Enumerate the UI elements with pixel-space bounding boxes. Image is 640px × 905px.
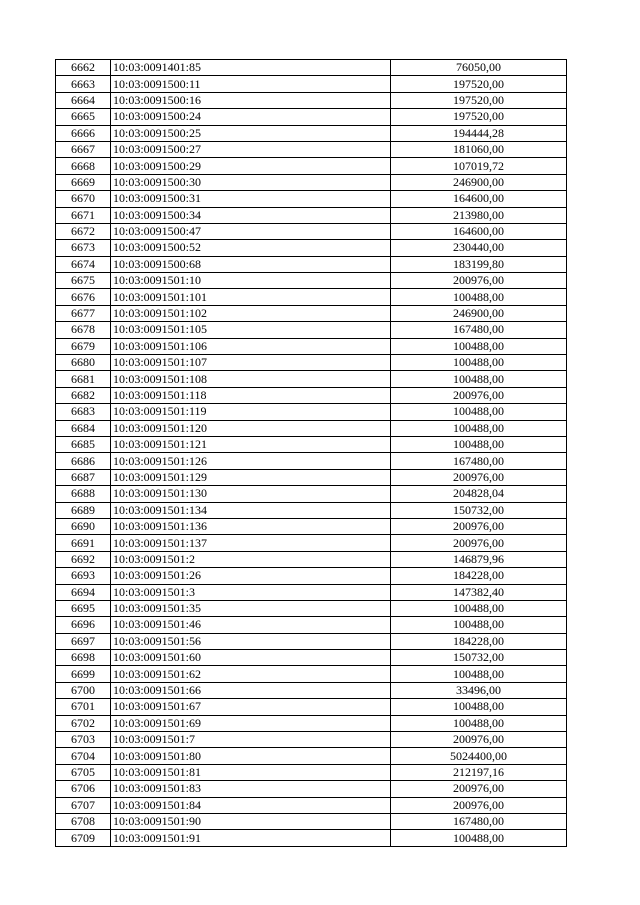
table-row — [56, 732, 567, 748]
cadastral-number-cell: 10:03:0091500:47 — [111, 223, 391, 239]
cadastral-number-cell: 10:03:0091500:16 — [111, 92, 391, 108]
row-number-cell: 6674 — [56, 256, 111, 272]
cadastral-number-cell: 10:03:0091501:35 — [111, 600, 391, 616]
cadastral-number-cell: 10:03:0091501:129 — [111, 469, 391, 485]
cadastral-number-cell: 10:03:0091500:68 — [111, 256, 391, 272]
row-number-cell: 6706 — [56, 781, 111, 797]
cadastral-number-cell: 10:03:0091501:84 — [111, 797, 391, 813]
cadastral-number-cell: 10:03:0091501:7 — [111, 732, 391, 748]
table-row — [56, 633, 567, 649]
cadastral-number-cell: 10:03:0091501:102 — [111, 305, 391, 321]
cadastral-number-cell: 10:03:0091501:46 — [111, 617, 391, 633]
cadastral-number-cell: 10:03:0091501:106 — [111, 338, 391, 354]
row-number-cell: 6688 — [56, 486, 111, 502]
row-number-cell: 6683 — [56, 404, 111, 420]
table-row — [56, 158, 567, 174]
row-number-cell: 6673 — [56, 240, 111, 256]
value-cell: 150732,00 — [391, 502, 567, 518]
row-number-cell: 6701 — [56, 699, 111, 715]
value-cell: 33496,00 — [391, 682, 567, 698]
row-number-cell: 6679 — [56, 338, 111, 354]
table-row — [56, 322, 567, 338]
value-cell: 100488,00 — [391, 371, 567, 387]
table-row — [56, 174, 567, 190]
row-number-cell: 6669 — [56, 174, 111, 190]
row-number-cell: 6708 — [56, 813, 111, 829]
value-cell: 100488,00 — [391, 355, 567, 371]
row-number-cell: 6676 — [56, 289, 111, 305]
table-row — [56, 355, 567, 371]
table-row — [56, 699, 567, 715]
cadastral-number-cell: 10:03:0091501:10 — [111, 273, 391, 289]
row-number-cell: 6681 — [56, 371, 111, 387]
row-number-cell: 6664 — [56, 92, 111, 108]
row-number-cell: 6670 — [56, 191, 111, 207]
table-row — [56, 436, 567, 452]
cadastral-number-cell: 10:03:0091501:108 — [111, 371, 391, 387]
value-cell: 76050,00 — [391, 60, 567, 76]
value-cell: 200976,00 — [391, 732, 567, 748]
value-cell: 100488,00 — [391, 404, 567, 420]
cadastral-number-cell: 10:03:0091501:101 — [111, 289, 391, 305]
row-number-cell: 6697 — [56, 633, 111, 649]
row-number-cell: 6684 — [56, 420, 111, 436]
cadastral-number-cell: 10:03:0091501:90 — [111, 813, 391, 829]
value-cell: 200976,00 — [391, 387, 567, 403]
row-number-cell: 6686 — [56, 453, 111, 469]
cadastral-number-cell: 10:03:0091501:83 — [111, 781, 391, 797]
row-number-cell: 6693 — [56, 568, 111, 584]
cadastral-number-cell: 10:03:0091501:2 — [111, 551, 391, 567]
row-number-cell: 6678 — [56, 322, 111, 338]
value-cell: 100488,00 — [391, 289, 567, 305]
row-number-cell: 6689 — [56, 502, 111, 518]
cadastral-number-cell: 10:03:0091501:91 — [111, 830, 391, 846]
table-row — [56, 338, 567, 354]
row-number-cell: 6687 — [56, 469, 111, 485]
data-table — [55, 59, 567, 847]
value-cell: 100488,00 — [391, 420, 567, 436]
table-row — [56, 256, 567, 272]
row-number-cell: 6666 — [56, 125, 111, 141]
value-cell: 100488,00 — [391, 699, 567, 715]
row-number-cell: 6662 — [56, 60, 111, 76]
table-row — [56, 600, 567, 616]
row-number-cell: 6672 — [56, 223, 111, 239]
value-cell: 197520,00 — [391, 109, 567, 125]
value-cell: 146879,96 — [391, 551, 567, 567]
row-number-cell: 6671 — [56, 207, 111, 223]
row-number-cell: 6690 — [56, 518, 111, 534]
value-cell: 150732,00 — [391, 650, 567, 666]
value-cell: 164600,00 — [391, 191, 567, 207]
cadastral-number-cell: 10:03:0091501:137 — [111, 535, 391, 551]
cadastral-number-cell: 10:03:0091501:105 — [111, 322, 391, 338]
table-row — [56, 404, 567, 420]
value-cell: 5024400,00 — [391, 748, 567, 764]
value-cell: 100488,00 — [391, 830, 567, 846]
row-number-cell: 6682 — [56, 387, 111, 403]
value-cell: 100488,00 — [391, 617, 567, 633]
row-number-cell: 6668 — [56, 158, 111, 174]
row-number-cell: 6677 — [56, 305, 111, 321]
table-row — [56, 650, 567, 666]
cadastral-number-cell: 10:03:0091501:120 — [111, 420, 391, 436]
cadastral-number-cell: 10:03:0091401:85 — [111, 60, 391, 76]
value-cell: 167480,00 — [391, 453, 567, 469]
table-row — [56, 518, 567, 534]
table-row — [56, 453, 567, 469]
value-cell: 246900,00 — [391, 305, 567, 321]
table-row — [56, 715, 567, 731]
cadastral-number-cell: 10:03:0091501:81 — [111, 764, 391, 780]
cadastral-number-cell: 10:03:0091500:24 — [111, 109, 391, 125]
row-number-cell: 6692 — [56, 551, 111, 567]
row-number-cell: 6685 — [56, 436, 111, 452]
table-row — [56, 207, 567, 223]
row-number-cell: 6694 — [56, 584, 111, 600]
value-cell: 100488,00 — [391, 338, 567, 354]
value-cell: 167480,00 — [391, 813, 567, 829]
value-cell: 100488,00 — [391, 600, 567, 616]
table-row — [56, 109, 567, 125]
table-row — [56, 191, 567, 207]
table-row — [56, 551, 567, 567]
row-number-cell: 6705 — [56, 764, 111, 780]
row-number-cell: 6663 — [56, 76, 111, 92]
row-number-cell: 6665 — [56, 109, 111, 125]
document-page — [55, 59, 567, 847]
table-row — [56, 666, 567, 682]
table-row — [56, 486, 567, 502]
table-row — [56, 830, 567, 846]
table-row — [56, 797, 567, 813]
table-row — [56, 748, 567, 764]
table-row — [56, 60, 567, 76]
table-row — [56, 584, 567, 600]
cadastral-number-cell: 10:03:0091501:107 — [111, 355, 391, 371]
cadastral-number-cell: 10:03:0091500:34 — [111, 207, 391, 223]
table-row — [56, 240, 567, 256]
table-row — [56, 764, 567, 780]
value-cell: 100488,00 — [391, 666, 567, 682]
table-row — [56, 289, 567, 305]
table-row — [56, 387, 567, 403]
row-number-cell: 6667 — [56, 141, 111, 157]
table-row — [56, 371, 567, 387]
value-cell: 184228,00 — [391, 633, 567, 649]
cadastral-number-cell: 10:03:0091501:62 — [111, 666, 391, 682]
value-cell: 184228,00 — [391, 568, 567, 584]
value-cell: 194444,28 — [391, 125, 567, 141]
table-row — [56, 469, 567, 485]
value-cell: 200976,00 — [391, 781, 567, 797]
cadastral-number-cell: 10:03:0091501:66 — [111, 682, 391, 698]
value-cell: 204828,04 — [391, 486, 567, 502]
table-row — [56, 682, 567, 698]
table-row — [56, 305, 567, 321]
cadastral-number-cell: 10:03:0091501:69 — [111, 715, 391, 731]
row-number-cell: 6704 — [56, 748, 111, 764]
value-cell: 100488,00 — [391, 715, 567, 731]
row-number-cell: 6675 — [56, 273, 111, 289]
row-number-cell: 6695 — [56, 600, 111, 616]
table-row — [56, 502, 567, 518]
cadastral-number-cell: 10:03:0091501:67 — [111, 699, 391, 715]
cadastral-number-cell: 10:03:0091501:119 — [111, 404, 391, 420]
value-cell: 200976,00 — [391, 535, 567, 551]
value-cell: 183199,80 — [391, 256, 567, 272]
cadastral-number-cell: 10:03:0091501:3 — [111, 584, 391, 600]
table-row — [56, 813, 567, 829]
cadastral-number-cell: 10:03:0091501:136 — [111, 518, 391, 534]
row-number-cell: 6696 — [56, 617, 111, 633]
cadastral-number-cell: 10:03:0091500:25 — [111, 125, 391, 141]
row-number-cell: 6700 — [56, 682, 111, 698]
cadastral-number-cell: 10:03:0091501:118 — [111, 387, 391, 403]
cadastral-number-cell: 10:03:0091500:30 — [111, 174, 391, 190]
row-number-cell: 6698 — [56, 650, 111, 666]
cadastral-number-cell: 10:03:0091501:130 — [111, 486, 391, 502]
value-cell: 246900,00 — [391, 174, 567, 190]
row-number-cell: 6699 — [56, 666, 111, 682]
value-cell: 107019,72 — [391, 158, 567, 174]
row-number-cell: 6691 — [56, 535, 111, 551]
cadastral-number-cell: 10:03:0091500:11 — [111, 76, 391, 92]
cadastral-number-cell: 10:03:0091500:52 — [111, 240, 391, 256]
cadastral-number-cell: 10:03:0091500:27 — [111, 141, 391, 157]
value-cell: 164600,00 — [391, 223, 567, 239]
table-row — [56, 76, 567, 92]
value-cell: 181060,00 — [391, 141, 567, 157]
table-row — [56, 125, 567, 141]
value-cell: 212197,16 — [391, 764, 567, 780]
value-cell: 167480,00 — [391, 322, 567, 338]
table-row — [56, 617, 567, 633]
table-row — [56, 568, 567, 584]
table-row — [56, 781, 567, 797]
table-row — [56, 535, 567, 551]
table-row — [56, 92, 567, 108]
cadastral-number-cell: 10:03:0091501:134 — [111, 502, 391, 518]
cadastral-number-cell: 10:03:0091501:56 — [111, 633, 391, 649]
table-row — [56, 273, 567, 289]
value-cell: 200976,00 — [391, 518, 567, 534]
cadastral-number-cell: 10:03:0091501:121 — [111, 436, 391, 452]
value-cell: 100488,00 — [391, 436, 567, 452]
table-body — [56, 60, 567, 847]
value-cell: 147382,40 — [391, 584, 567, 600]
cadastral-number-cell: 10:03:0091500:31 — [111, 191, 391, 207]
cadastral-number-cell: 10:03:0091501:80 — [111, 748, 391, 764]
row-number-cell: 6703 — [56, 732, 111, 748]
cadastral-number-cell: 10:03:0091500:29 — [111, 158, 391, 174]
value-cell: 200976,00 — [391, 797, 567, 813]
cadastral-number-cell: 10:03:0091501:26 — [111, 568, 391, 584]
value-cell: 230440,00 — [391, 240, 567, 256]
value-cell: 200976,00 — [391, 273, 567, 289]
cadastral-number-cell: 10:03:0091501:60 — [111, 650, 391, 666]
cadastral-number-cell: 10:03:0091501:126 — [111, 453, 391, 469]
table-row — [56, 141, 567, 157]
value-cell: 213980,00 — [391, 207, 567, 223]
row-number-cell: 6702 — [56, 715, 111, 731]
table-row — [56, 223, 567, 239]
row-number-cell: 6709 — [56, 830, 111, 846]
value-cell: 200976,00 — [391, 469, 567, 485]
row-number-cell: 6707 — [56, 797, 111, 813]
row-number-cell: 6680 — [56, 355, 111, 371]
table-row — [56, 420, 567, 436]
value-cell: 197520,00 — [391, 76, 567, 92]
value-cell: 197520,00 — [391, 92, 567, 108]
